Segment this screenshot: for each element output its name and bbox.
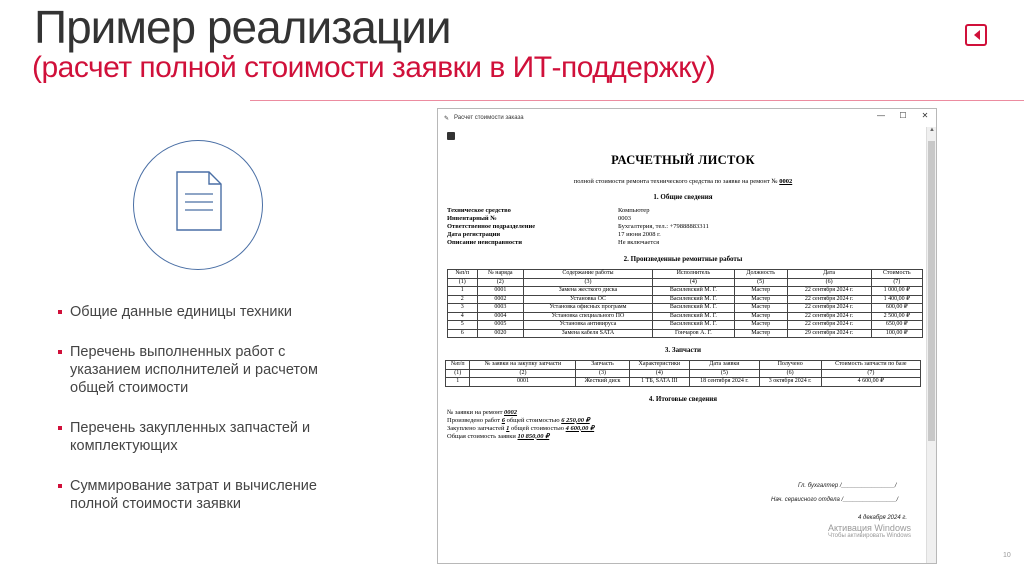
- info-key: Ответственное подразделение: [447, 223, 536, 230]
- header-divider: [250, 100, 1024, 101]
- maximize-button[interactable]: ☐: [899, 111, 907, 120]
- summary-line: [447, 433, 928, 441]
- table-cell: 1 ТБ, SATA III: [629, 378, 690, 387]
- toolbar: [438, 127, 936, 141]
- table-header-row: [448, 270, 923, 279]
- section-heading: 3. Запчасти: [664, 346, 702, 354]
- summary-text: № заявки на ремонт: [447, 408, 503, 416]
- scrollbar-thumb[interactable]: [928, 141, 935, 441]
- section-heading: 1. Общие сведения: [653, 193, 713, 201]
- report-date: 4 декабря 2024 г.: [858, 515, 907, 521]
- table-cell: 0003: [477, 304, 523, 313]
- table-cell: (7): [871, 278, 922, 287]
- table-cell: Василевский М. Г.: [652, 295, 734, 304]
- table-cell: (2): [477, 278, 523, 287]
- feature-item: Общие данные единицы техники: [58, 303, 348, 321]
- table-cell: 0001: [477, 287, 523, 296]
- table-header: Должность: [734, 270, 787, 279]
- table-cell: 2: [448, 295, 478, 304]
- works-table: [447, 269, 923, 338]
- summary-text: общей стоимостью: [511, 424, 565, 432]
- table-cell: 0020: [477, 329, 523, 338]
- table-cell: 100,00 ₽: [871, 329, 922, 338]
- table-header: Содержание работы: [524, 270, 653, 279]
- table-cell: 22 сентября 2024 г.: [787, 304, 871, 313]
- table-row: [448, 329, 923, 338]
- window-title: Расчет стоимости заказа: [454, 115, 524, 121]
- windows-activation-watermark: [828, 523, 911, 539]
- table-cell: 22 сентября 2024 г.: [787, 295, 871, 304]
- table-header: Дата заявки: [690, 361, 760, 370]
- table-row: [448, 312, 923, 321]
- info-row: [447, 215, 928, 223]
- slide-title: Пример реализации: [34, 1, 451, 53]
- table-header: № наряда: [477, 270, 523, 279]
- activation-line2: Чтобы активировать Windows: [828, 533, 911, 539]
- table-header: Исполнитель: [652, 270, 734, 279]
- info-key: Дата регистрации: [447, 231, 501, 238]
- table-cell: 0004: [477, 312, 523, 321]
- table-header: Дата: [787, 270, 871, 279]
- parts-table: [445, 360, 921, 387]
- info-row: [447, 239, 928, 247]
- table-row: [448, 295, 923, 304]
- table-cell: Василевский М. Г.: [652, 321, 734, 330]
- section-heading: 4. Итоговые сведения: [648, 394, 718, 403]
- service-head-signature: Нач. сервисного отдела /________________/: [771, 497, 899, 503]
- general-info: [447, 207, 928, 247]
- slide-subtitle: (расчет полной стоимости заявки в ИТ-поддержку): [32, 51, 716, 84]
- table-index-row: [448, 278, 923, 287]
- window-titlebar[interactable]: [438, 109, 936, 127]
- close-button[interactable]: ✕: [921, 111, 929, 120]
- info-value: Компьютер: [618, 207, 650, 214]
- table-header: №п/п: [448, 270, 478, 279]
- minimize-button[interactable]: —: [877, 111, 885, 120]
- table-header: № заявки на закупку запчасти: [470, 361, 576, 370]
- table-cell: 3: [448, 304, 478, 313]
- table-cell: (1): [446, 369, 470, 378]
- table-cell: (4): [629, 369, 690, 378]
- table-cell: (3): [524, 278, 653, 287]
- info-value: Не включается: [618, 239, 660, 246]
- summary-line: [447, 417, 928, 425]
- table-cell: Установка антивируса: [524, 321, 653, 330]
- table-header: Получено: [759, 361, 821, 370]
- table-cell: 1: [446, 378, 470, 387]
- table-cell: (4): [652, 278, 734, 287]
- table-cell: 29 сентября 2024 г.: [787, 329, 871, 338]
- table-cell: Мастер: [734, 312, 787, 321]
- table-cell: 4 600,00 ₽: [821, 378, 920, 387]
- report-subtitle: [438, 178, 928, 185]
- table-cell: 1: [448, 287, 478, 296]
- section-heading: 2. Произведенные ремонтные работы: [623, 255, 743, 263]
- table-cell: Замена жесткого диска: [524, 287, 653, 296]
- app-icon: ✎: [444, 116, 450, 122]
- summary-line: [447, 425, 928, 433]
- table-cell: Василевский М. Г.: [652, 287, 734, 296]
- summary-value: 1: [506, 424, 510, 432]
- table-cell: 1 000,00 ₽: [871, 287, 922, 296]
- summary-value: 4 600,00 ₽: [565, 424, 595, 432]
- table-header: Характеристики: [629, 361, 690, 370]
- info-value: 0003: [618, 215, 631, 222]
- table-cell: Мастер: [734, 295, 787, 304]
- table-row: [448, 304, 923, 313]
- table-cell: (5): [690, 369, 760, 378]
- summary-block: [447, 409, 928, 441]
- table-cell: 22 сентября 2024 г.: [787, 321, 871, 330]
- table-cell: Гончаров А. Г.: [652, 329, 734, 338]
- info-value: 17 июня 2008 г.: [618, 231, 661, 238]
- table-cell: 650,00 ₽: [871, 321, 922, 330]
- table-cell: 18 сентября 2024 г.: [690, 378, 760, 387]
- info-row: [447, 207, 928, 215]
- table-cell: Установка ОС: [524, 295, 653, 304]
- table-cell: (1): [448, 278, 478, 287]
- info-row: [447, 231, 928, 239]
- table-cell: Мастер: [734, 321, 787, 330]
- print-icon[interactable]: [447, 132, 455, 140]
- summary-total: 10 850,00 ₽: [517, 432, 550, 440]
- table-cell: (6): [759, 369, 821, 378]
- summary-text: Закуплено запчастей: [447, 424, 505, 432]
- calc-window: [437, 108, 937, 564]
- table-cell: 2 500,00 ₽: [871, 312, 922, 321]
- report-subtitle-text: полной стоимости ремонта технического средства по заявке на ремонт №: [573, 178, 778, 185]
- table-cell: (5): [734, 278, 787, 287]
- feature-item: Перечень выполненных работ с указанием исполнителей и расчетом общей стоимости: [58, 343, 348, 397]
- back-arrow-icon[interactable]: [965, 24, 987, 46]
- table-row: [448, 287, 923, 296]
- feature-item: Перечень закупленных запчастей и комплектующих: [58, 419, 348, 455]
- feature-list: [58, 303, 348, 535]
- page-number: 10: [1003, 552, 1011, 559]
- summary-text: общей стоимостью: [506, 416, 560, 424]
- table-cell: Жесткий диск: [576, 378, 629, 387]
- table-cell: Василевский М. Г.: [652, 312, 734, 321]
- table-header: Стоимость: [871, 270, 922, 279]
- summary-text: Общая стоимость заявки: [447, 432, 516, 440]
- table-cell: (2): [470, 369, 576, 378]
- report-title: РАСЧЕТНЫЙ ЛИСТОК: [611, 153, 755, 167]
- info-key: Техническое средство: [447, 207, 511, 214]
- table-cell: Установка специального ПО: [524, 312, 653, 321]
- summary-value: 6 250,00 ₽: [561, 416, 590, 424]
- table-index-row: [446, 369, 921, 378]
- report-order-number: 0002: [779, 178, 793, 185]
- table-header: Запчасть: [576, 361, 629, 370]
- table-cell: 0001: [470, 378, 576, 387]
- table-cell: 6: [448, 329, 478, 338]
- table-cell: 600,00 ₽: [871, 304, 922, 313]
- table-cell: Мастер: [734, 287, 787, 296]
- summary-value: 0002: [504, 408, 518, 416]
- table-cell: Василевский М. Г.: [652, 304, 734, 313]
- summary-line: [447, 409, 928, 417]
- table-row: [448, 321, 923, 330]
- table-cell: Установка офисных программ: [524, 304, 653, 313]
- report-document: [438, 141, 928, 441]
- scroll-up-icon[interactable]: ▲: [929, 127, 935, 133]
- info-row: [447, 223, 928, 231]
- table-cell: Мастер: [734, 304, 787, 313]
- table-cell: (6): [787, 278, 871, 287]
- info-key: Инвентарный №: [447, 215, 497, 222]
- summary-value: 6: [501, 416, 505, 424]
- table-cell: 0005: [477, 321, 523, 330]
- accountant-signature: Гл. бухгалтер /________________/: [798, 483, 897, 489]
- info-key: Описание неисправности: [447, 239, 522, 246]
- table-cell: Замена кабеля SATA: [524, 329, 653, 338]
- table-cell: (7): [821, 369, 920, 378]
- info-value: Бухгалтерия, тел.: +79888883311: [618, 223, 709, 230]
- table-row: [446, 378, 921, 387]
- summary-text: Произведено работ: [447, 416, 501, 424]
- document-icon: [175, 170, 223, 232]
- table-cell: Мастер: [734, 329, 787, 338]
- table-cell: 1 400,00 ₽: [871, 295, 922, 304]
- table-cell: 22 сентября 2024 г.: [787, 287, 871, 296]
- table-header: Стоимость запчасти по базе: [821, 361, 920, 370]
- table-cell: 5: [448, 321, 478, 330]
- table-cell: 0002: [477, 295, 523, 304]
- table-cell: 3 октября 2024 г.: [759, 378, 821, 387]
- table-cell: 4: [448, 312, 478, 321]
- feature-item: Суммирование затрат и вычисление полной стоимости заявки: [58, 477, 348, 513]
- table-header-row: [446, 361, 921, 370]
- table-cell: (3): [576, 369, 629, 378]
- table-cell: 22 сентября 2024 г.: [787, 312, 871, 321]
- table-header: №п/п: [446, 361, 470, 370]
- activation-line1: Активация Windows: [828, 523, 911, 533]
